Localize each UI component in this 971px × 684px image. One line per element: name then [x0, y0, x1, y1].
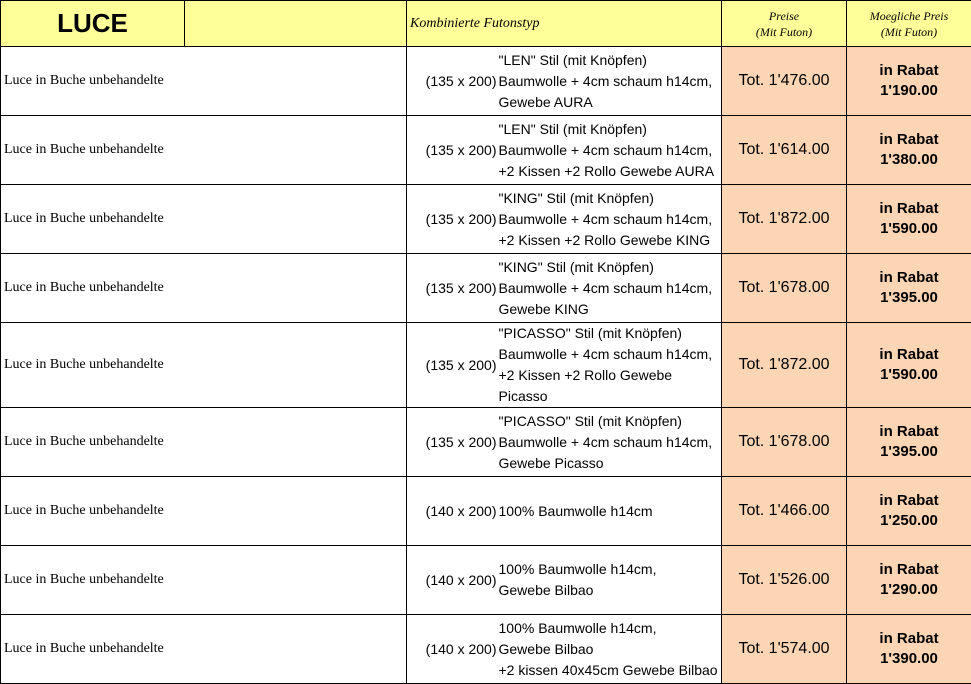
- description-line: Baumwolle + 4cm schaum h14cm,: [499, 71, 722, 92]
- empty-cell[interactable]: [185, 408, 407, 477]
- description-cell[interactable]: [499, 254, 722, 323]
- empty-cell[interactable]: [185, 615, 407, 684]
- description-line: +2 Kissen +2 Rollo Gewebe KING: [499, 230, 722, 251]
- empty-cell[interactable]: [185, 254, 407, 323]
- empty-cell[interactable]: [185, 185, 407, 254]
- size-cell[interactable]: (140 x 200): [407, 477, 499, 546]
- discount-price: 1'380.00: [847, 150, 971, 170]
- description-line: Baumwolle + 4cm schaum h14cm,: [499, 278, 722, 299]
- header-row: [1, 1, 971, 47]
- discount-label: in Rabat: [847, 199, 971, 219]
- description-cell[interactable]: [499, 546, 722, 615]
- empty-cell[interactable]: [185, 47, 407, 116]
- discount-price: 1'590.00: [847, 365, 971, 385]
- price-cell[interactable]: Tot. 1'678.00: [722, 254, 847, 323]
- sheet-title[interactable]: LUCE: [1, 1, 185, 47]
- description-line: "KING" Stil (mit Knöpfen): [499, 257, 722, 278]
- size-cell[interactable]: (135 x 200): [407, 323, 499, 408]
- description-cell[interactable]: [499, 116, 722, 185]
- table-row: [1, 546, 971, 615]
- description-cell[interactable]: [499, 47, 722, 116]
- description-line: 100% Baumwolle h14cm,: [499, 618, 722, 639]
- product-name-cell[interactable]: Luce in Buche unbehandelte: [1, 408, 185, 477]
- discount-label: in Rabat: [847, 629, 971, 649]
- discount-price: 1'190.00: [847, 81, 971, 101]
- table-row: [1, 254, 971, 323]
- discount-price: 1'390.00: [847, 649, 971, 669]
- description-line: Baumwolle + 4cm schaum h14cm,: [499, 344, 722, 365]
- discount-price-cell[interactable]: [847, 546, 971, 615]
- table-body: [1, 1, 971, 684]
- product-name-cell[interactable]: Luce in Buche unbehandelte: [1, 546, 185, 615]
- product-name-cell[interactable]: Luce in Buche unbehandelte: [1, 477, 185, 546]
- size-cell[interactable]: (140 x 200): [407, 546, 499, 615]
- discount-price-cell[interactable]: [847, 116, 971, 185]
- discount-price: 1'250.00: [847, 511, 971, 531]
- description-line: "PICASSO" Stil (mit Knöpfen): [499, 411, 722, 432]
- discount-label: in Rabat: [847, 491, 971, 511]
- price-cell[interactable]: Tot. 1'872.00: [722, 323, 847, 408]
- product-name-cell[interactable]: Luce in Buche unbehandelte: [1, 323, 185, 408]
- discount-label: in Rabat: [847, 61, 971, 81]
- product-name-cell[interactable]: Luce in Buche unbehandelte: [1, 185, 185, 254]
- discount-label: in Rabat: [847, 560, 971, 580]
- possible-header-line1: Moegliche Preis: [847, 8, 971, 24]
- description-line: Gewebe KING: [499, 299, 722, 320]
- discount-label: in Rabat: [847, 268, 971, 288]
- table-row: [1, 323, 971, 408]
- discount-label: in Rabat: [847, 345, 971, 365]
- table-row: [1, 47, 971, 116]
- size-cell[interactable]: (135 x 200): [407, 47, 499, 116]
- empty-cell[interactable]: [185, 116, 407, 185]
- description-cell[interactable]: [499, 615, 722, 684]
- description-line: "LEN" Stil (mit Knöpfen): [499, 50, 722, 71]
- discount-price-cell[interactable]: [847, 47, 971, 116]
- discount-price-cell[interactable]: [847, 254, 971, 323]
- discount-price-cell[interactable]: [847, 477, 971, 546]
- discount-label: in Rabat: [847, 422, 971, 442]
- discount-price: 1'395.00: [847, 288, 971, 308]
- discount-price-cell[interactable]: [847, 323, 971, 408]
- description-cell[interactable]: [499, 323, 722, 408]
- description-line: 100% Baumwolle h14cm: [499, 501, 722, 522]
- header-blank-cell[interactable]: [185, 1, 407, 47]
- price-header-line2: (Mit Futon): [722, 24, 846, 40]
- size-cell[interactable]: (135 x 200): [407, 116, 499, 185]
- table-row: [1, 116, 971, 185]
- possible-price-header[interactable]: [847, 1, 971, 47]
- discount-price-cell[interactable]: [847, 185, 971, 254]
- size-cell[interactable]: (135 x 200): [407, 408, 499, 477]
- empty-cell[interactable]: [185, 546, 407, 615]
- description-line: Gewebe Picasso: [499, 453, 722, 474]
- product-name-cell[interactable]: Luce in Buche unbehandelte: [1, 47, 185, 116]
- description-line: Gewebe Bilbao: [499, 580, 722, 601]
- price-cell[interactable]: Tot. 1'466.00: [722, 477, 847, 546]
- description-line: +2 Kissen +2 Rollo Gewebe: [499, 365, 722, 386]
- price-cell[interactable]: Tot. 1'526.00: [722, 546, 847, 615]
- discount-price: 1'290.00: [847, 580, 971, 600]
- description-cell[interactable]: [499, 477, 722, 546]
- table-row: [1, 477, 971, 546]
- table-row: [1, 185, 971, 254]
- table-row: [1, 408, 971, 477]
- description-line: Gewebe Bilbao: [499, 639, 722, 660]
- price-cell[interactable]: Tot. 1'614.00: [722, 116, 847, 185]
- product-name-cell[interactable]: Luce in Buche unbehandelte: [1, 116, 185, 185]
- price-header[interactable]: [722, 1, 847, 47]
- empty-cell[interactable]: [185, 477, 407, 546]
- description-line: "LEN" Stil (mit Knöpfen): [499, 119, 722, 140]
- size-cell[interactable]: (135 x 200): [407, 185, 499, 254]
- table-row: [1, 615, 971, 684]
- discount-price: 1'395.00: [847, 442, 971, 462]
- description-line: +2 Kissen +2 Rollo Gewebe AURA: [499, 161, 722, 182]
- price-cell[interactable]: Tot. 1'476.00: [722, 47, 847, 116]
- description-line: Picasso: [499, 386, 722, 407]
- product-name-cell[interactable]: Luce in Buche unbehandelte: [1, 615, 185, 684]
- discount-price-cell[interactable]: [847, 615, 971, 684]
- description-line: "KING" Stil (mit Knöpfen): [499, 188, 722, 209]
- price-cell[interactable]: Tot. 1'872.00: [722, 185, 847, 254]
- size-cell[interactable]: (140 x 200): [407, 615, 499, 684]
- discount-label: in Rabat: [847, 130, 971, 150]
- empty-cell[interactable]: [185, 323, 407, 408]
- description-line: "PICASSO" Stil (mit Knöpfen): [499, 323, 722, 344]
- description-line: +2 kissen 40x45cm Gewebe Bilbao: [499, 660, 722, 681]
- discount-price: 1'590.00: [847, 219, 971, 239]
- description-line: Baumwolle + 4cm schaum h14cm,: [499, 209, 722, 230]
- description-line: 100% Baumwolle h14cm,: [499, 559, 722, 580]
- description-line: Baumwolle + 4cm schaum h14cm,: [499, 140, 722, 161]
- size-cell[interactable]: (135 x 200): [407, 254, 499, 323]
- price-cell[interactable]: Tot. 1'574.00: [722, 615, 847, 684]
- futon-type-header[interactable]: Kombinierte Futonstyp: [407, 1, 722, 47]
- description-line: Gewebe AURA: [499, 92, 722, 113]
- price-cell[interactable]: Tot. 1'678.00: [722, 408, 847, 477]
- price-header-line1: Preise: [722, 8, 846, 24]
- possible-header-line2: (Mit Futon): [847, 24, 971, 40]
- description-cell[interactable]: [499, 408, 722, 477]
- description-line: Baumwolle + 4cm schaum h14cm,: [499, 432, 722, 453]
- description-cell[interactable]: [499, 185, 722, 254]
- product-name-cell[interactable]: Luce in Buche unbehandelte: [1, 254, 185, 323]
- discount-price-cell[interactable]: [847, 408, 971, 477]
